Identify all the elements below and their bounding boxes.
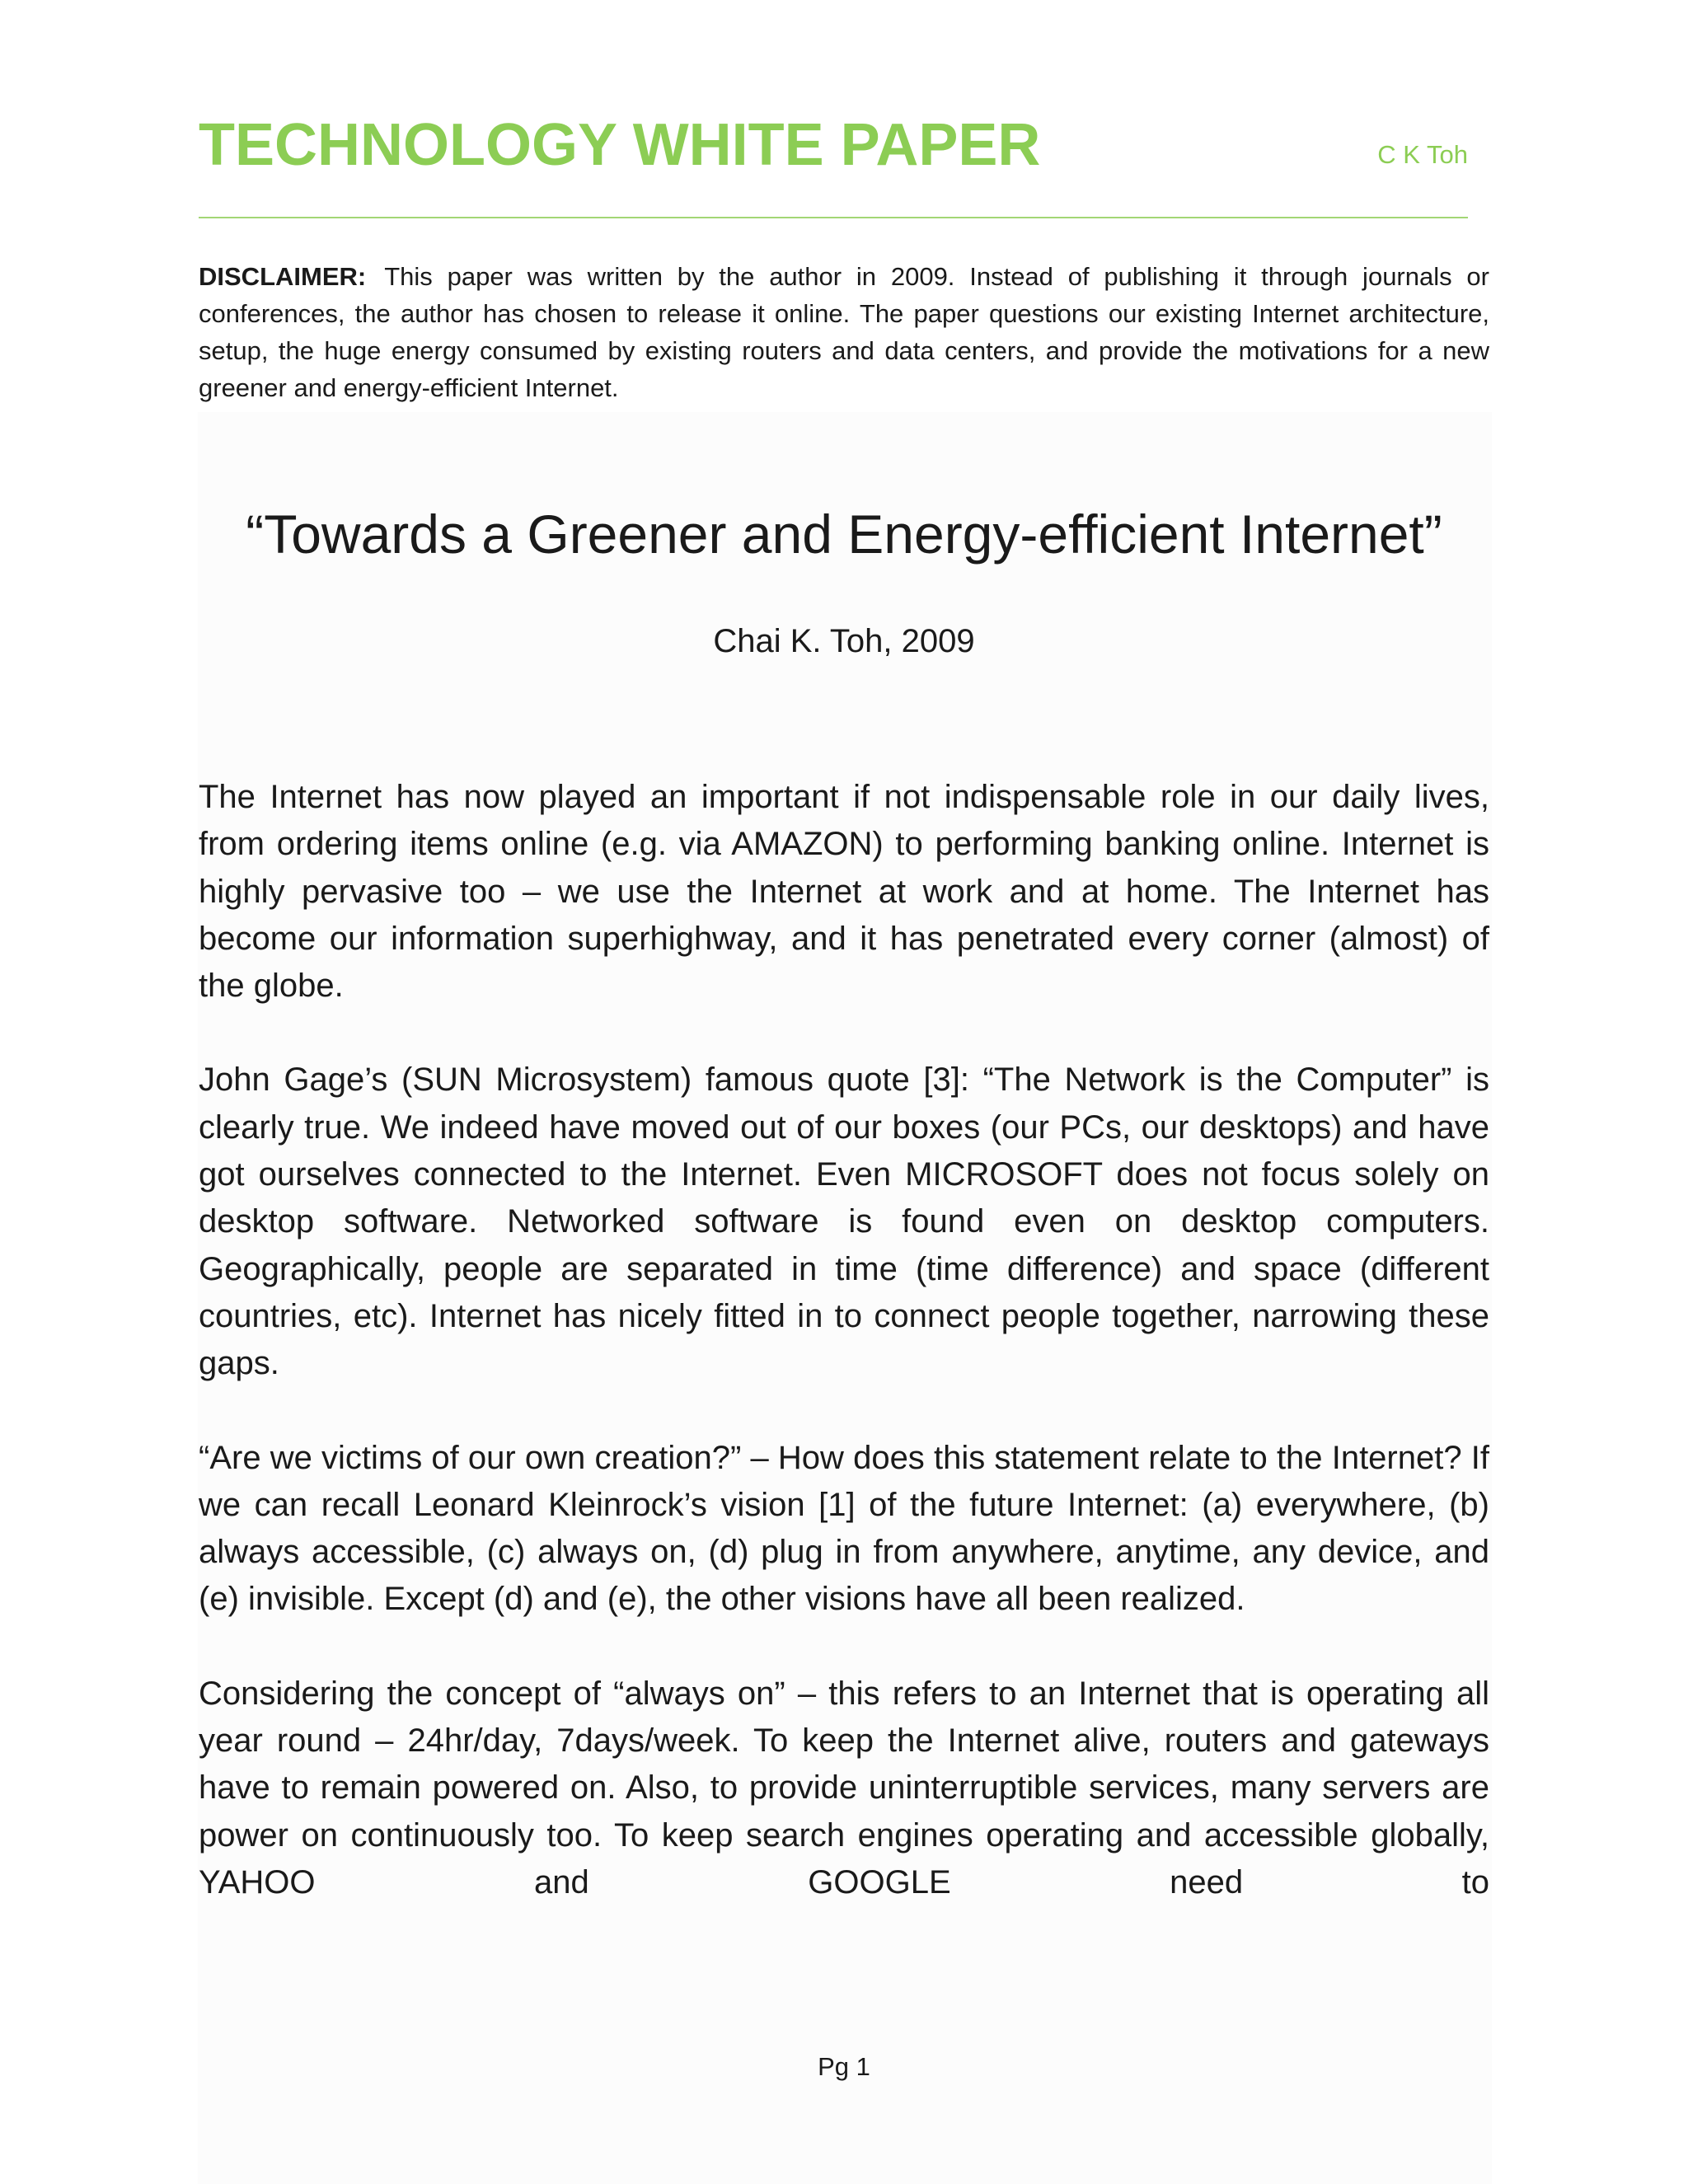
disclaimer — [199, 258, 1489, 406]
body-paragraph: “Are we victims of our own creation?” – How does this statement relate to the Internet? If we can recall Leonard Kleinrock’s vision [1] of the future Internet: (a) everywhere, (b) always accessible, (c) always on, (d) plug in from anywhere, anytime, any device, and (e) invisible. Except (d) and (e), the other visions have all been realized. — [199, 1439, 1489, 1618]
disclaimer-label: DISCLAIMER: — [199, 262, 367, 291]
body-paragraph: John Gage’s (SUN Microsystem) famous quote [3]: “The Network is the Computer” is clearly true. We indeed have moved out of our boxes (our PCs, our desktops) and have got ourselves connected to the Internet. Even MICROSOFT does not focus solely on desktop software. Networked software is found even on desktop computers. Geographically, people are separated in time (time difference) and space (different countries, etc). Internet has nicely fitted in to connect people together, narrowing these gaps. — [199, 1062, 1489, 1382]
body-paragraph: The Internet has now played an important if not indispensable role in our daily lives, from ordering items online (e.g. via AMAZON) to performing banking online. Internet is highly pervasive too – we use the Internet at work and at home. The Internet has become our information superhighway, and it has penetrated every corner (almost) of the globe. — [199, 779, 1489, 1005]
disclaimer-text: This paper was written by the author in 2009. Instead of publishing it through journals or conferences, the author has chosen to release it online. The paper questions our existing Internet architecture, setup, the huge energy consumed by existing routers and data centers, and provide the motivations for a new greener and energy-efficient Internet. — [199, 262, 1489, 402]
header-title: TECHNOLOGY WHITE PAPER — [199, 112, 1041, 178]
page-header — [199, 105, 1468, 188]
page-number: Pg 1 — [818, 2052, 870, 2081]
document-byline: Chai K. Toh, 2009 — [713, 623, 975, 659]
header-author: C K Toh — [1377, 140, 1468, 169]
body-paragraph: Considering the concept of “always on” – this refers to an Internet that is operating all year round – 24hr/day, 7days/week. To keep the Internet alive, routers and gateways have to remain powered on. Also, to provide uninterruptible services, many servers are power on continuously too. To keep search engines operating and accessible globally, YAHOO and GOOGLE need to — [199, 1675, 1489, 1900]
header-divider — [199, 217, 1468, 218]
document-title: “Towards a Greener and Energy-efficient Internet” — [246, 504, 1442, 565]
document-body — [199, 774, 1489, 1906]
